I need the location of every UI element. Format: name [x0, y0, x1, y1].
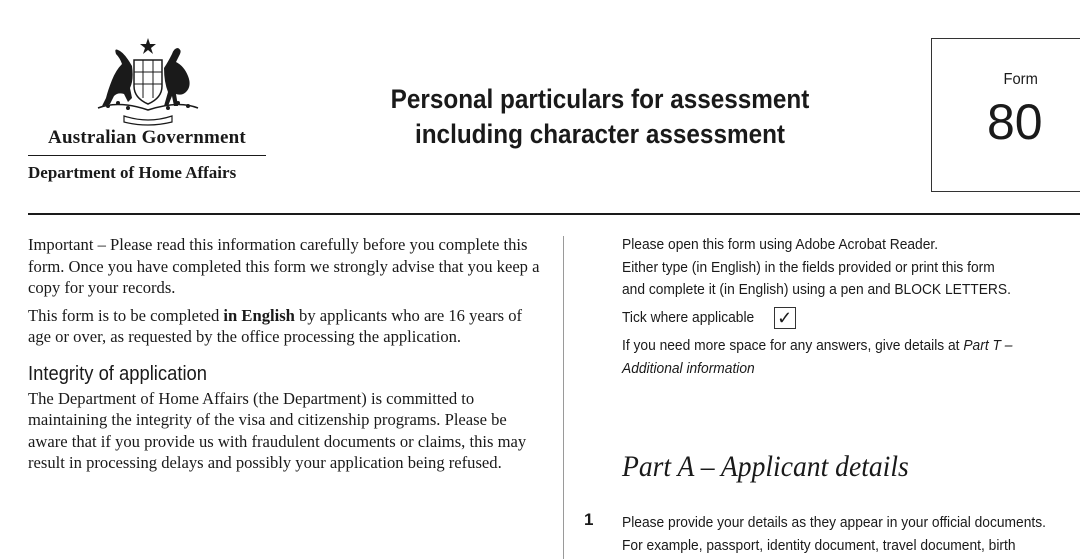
tick-label: Tick where applicable [622, 308, 755, 326]
open-instruction-line1: Please open this form using Adobe Acrobat Reader. [622, 236, 939, 253]
important-notice: Important – Please read this information carefully before you complete this form. Once you have completed this form we strongly advise that you keep a copy for your records. [28, 235, 540, 297]
english-notice [28, 305, 548, 348]
integrity-heading: Integrity of application [28, 362, 207, 385]
open-instruction-line2: Either type (in English) in the fields provided or print this form [622, 258, 995, 276]
open-instruction-line3: and complete it (in English) using a pen and BLOCK LETTERS. [622, 281, 1011, 298]
government-name: Australian Government [48, 127, 246, 148]
form-title-line2: including character assessment [414, 119, 786, 149]
left-column [28, 234, 548, 474]
more-space-line2 [622, 358, 1045, 381]
government-divider [28, 155, 266, 156]
form-label: Form [1003, 71, 1038, 88]
right-column [622, 234, 1080, 380]
form-number-box [931, 38, 1080, 192]
more-space-part-ref: Part T – [963, 337, 1013, 354]
tick-example-checkbox: ✓ [774, 307, 796, 329]
more-space-part-title: Additional information [622, 359, 755, 377]
part-a-heading: Part A – Applicant details [622, 450, 909, 483]
form-number: 80 [987, 94, 1043, 150]
question-1-line1: Please provide your details as they appear in your official documents. [622, 514, 1046, 531]
form-title-line1: Personal particulars for assessment [390, 84, 810, 114]
english-notice-bold: in English [223, 305, 295, 325]
australian-coat-of-arms-icon [88, 36, 208, 126]
header-divider [28, 213, 1080, 215]
question-1-text [622, 511, 1080, 557]
english-notice-pre: This form is to be completed [28, 305, 224, 325]
question-1-number: 1 [584, 510, 594, 529]
tick-instruction [622, 307, 1080, 330]
integrity-text: The Department of Home Affairs (the Department) is committed to maintaining the integrity of the visa and citizenship programs. Please be aware that if you provide us with fraudulent documents or claims, this may result in processing delays and possibly your application being refused. [28, 388, 527, 472]
column-divider [563, 236, 564, 559]
more-space-instruction [622, 335, 1045, 358]
form-title [366, 82, 834, 152]
department-name: Department of Home Affairs [28, 163, 237, 182]
question-1-line2: For example, passport, identity document, travel document, birth [622, 537, 1016, 554]
english-notice-post: by applicants who are 16 years of age or over, as requested by the office processing the application. [28, 305, 523, 346]
more-space-text: If you need more space for any answers, give details at [622, 337, 964, 354]
